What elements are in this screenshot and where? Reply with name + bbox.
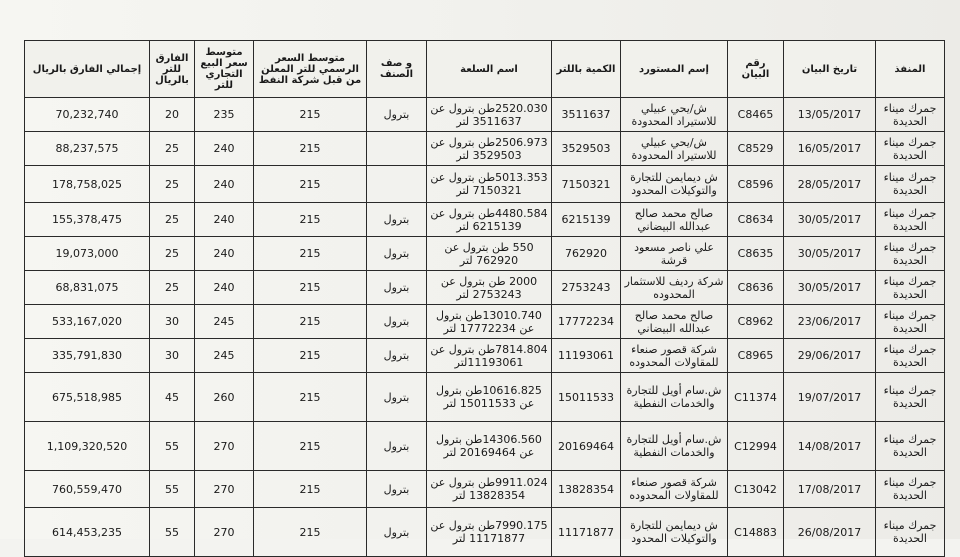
declaration-cell: C8596	[728, 166, 784, 203]
port-cell: جمرك ميناء الحديدة	[876, 422, 945, 471]
description-cell	[367, 132, 427, 166]
difference-cell: 55	[150, 508, 195, 557]
table-row	[25, 271, 945, 305]
quantity-cell: 6215139	[552, 203, 621, 237]
date-cell: 13/05/2017	[784, 98, 876, 132]
date-cell: 30/05/2017	[784, 271, 876, 305]
difference-cell: 30	[150, 305, 195, 339]
difference-cell: 20	[150, 98, 195, 132]
importer-cell: ش.سام أويل للتجارة والخدمات النفطية	[621, 373, 728, 422]
header-row	[25, 41, 945, 98]
port-cell: جمرك ميناء الحديدة	[876, 203, 945, 237]
official-price-cell: 215	[254, 166, 367, 203]
difference-cell: 25	[150, 271, 195, 305]
difference-cell: 30	[150, 339, 195, 373]
item-cell: 550 طن بترول عن 762920 لتر	[427, 237, 552, 271]
date-cell: 26/08/2017	[784, 508, 876, 557]
table-row	[25, 132, 945, 166]
difference-cell: 25	[150, 166, 195, 203]
port-cell: جمرك ميناء الحديدة	[876, 98, 945, 132]
official-price-cell: 215	[254, 132, 367, 166]
declaration-cell: C8965	[728, 339, 784, 373]
date-cell: 23/06/2017	[784, 305, 876, 339]
item-cell: 14306.560طن بترول عن 20169464 لتر	[427, 422, 552, 471]
date-cell: 30/05/2017	[784, 203, 876, 237]
official-price-cell: 215	[254, 508, 367, 557]
importer-cell: علي ناصر مسعود قرشة	[621, 237, 728, 271]
table-row	[25, 339, 945, 373]
declaration-cell: C8635	[728, 237, 784, 271]
market-price-cell: 240	[195, 166, 254, 203]
table-row	[25, 237, 945, 271]
item-cell: 10616.825طن بترول عن 15011533 لتر	[427, 373, 552, 422]
official-price-cell: 215	[254, 471, 367, 508]
market-price-cell: 270	[195, 508, 254, 557]
total-difference-cell: 1,109,320,520	[25, 422, 150, 471]
total-difference-cell: 68,831,075	[25, 271, 150, 305]
port-cell: جمرك ميناء الحديدة	[876, 132, 945, 166]
difference-cell: 25	[150, 237, 195, 271]
item-cell: 2506.973طن بترول عن 3529503 لتر	[427, 132, 552, 166]
official-price-cell: 215	[254, 237, 367, 271]
table-row	[25, 422, 945, 471]
market-price-cell: 270	[195, 471, 254, 508]
header-difference: الفارق للتر بالريال	[150, 41, 195, 98]
description-cell: بترول	[367, 305, 427, 339]
official-price-cell: 215	[254, 98, 367, 132]
description-cell	[367, 166, 427, 203]
port-cell: جمرك ميناء الحديدة	[876, 508, 945, 557]
importer-cell: ش.سام أويل للتجارة والخدمات النفطية	[621, 422, 728, 471]
date-cell: 19/07/2017	[784, 373, 876, 422]
declaration-cell: C8465	[728, 98, 784, 132]
description-cell: بترول	[367, 339, 427, 373]
header-date: تاريخ البيان	[784, 41, 876, 98]
importer-cell: شركة قصور صنعاء للمقاولات المحدوده	[621, 471, 728, 508]
port-cell: جمرك ميناء الحديدة	[876, 271, 945, 305]
table-row	[25, 305, 945, 339]
description-cell: بترول	[367, 237, 427, 271]
total-difference-cell: 675,518,985	[25, 373, 150, 422]
description-cell: بترول	[367, 203, 427, 237]
table-row	[25, 98, 945, 132]
fuel-import-table	[24, 40, 945, 557]
difference-cell: 55	[150, 471, 195, 508]
market-price-cell: 260	[195, 373, 254, 422]
difference-cell: 25	[150, 132, 195, 166]
item-cell: 13010.740طن بترول عن 17772234 لتر	[427, 305, 552, 339]
quantity-cell: 15011533	[552, 373, 621, 422]
quantity-cell: 13828354	[552, 471, 621, 508]
official-price-cell: 215	[254, 339, 367, 373]
quantity-cell: 762920	[552, 237, 621, 271]
total-difference-cell: 614,453,235	[25, 508, 150, 557]
total-difference-cell: 88,237,575	[25, 132, 150, 166]
declaration-cell: C8636	[728, 271, 784, 305]
quantity-cell: 2753243	[552, 271, 621, 305]
table-row	[25, 471, 945, 508]
declaration-cell: C8962	[728, 305, 784, 339]
date-cell: 29/06/2017	[784, 339, 876, 373]
date-cell: 30/05/2017	[784, 237, 876, 271]
importer-cell: ش ديمايمن للتجارة والتوكيلات المحدود	[621, 166, 728, 203]
quantity-cell: 3511637	[552, 98, 621, 132]
total-difference-cell: 19,073,000	[25, 237, 150, 271]
item-cell: 5013.353طن بترول عن 7150321 لتر	[427, 166, 552, 203]
official-price-cell: 215	[254, 305, 367, 339]
declaration-cell: C8529	[728, 132, 784, 166]
market-price-cell: 245	[195, 339, 254, 373]
total-difference-cell: 533,167,020	[25, 305, 150, 339]
total-difference-cell: 760,559,470	[25, 471, 150, 508]
importer-cell: ش/يحي عبيلي للاستيراد المحدودة	[621, 98, 728, 132]
difference-cell: 45	[150, 373, 195, 422]
port-cell: جمرك ميناء الحديدة	[876, 237, 945, 271]
description-cell: بترول	[367, 271, 427, 305]
quantity-cell: 11193061	[552, 339, 621, 373]
header-importer: إسم المستورد	[621, 41, 728, 98]
difference-cell: 55	[150, 422, 195, 471]
item-cell: 7814.804طن بترول عن 11193061لتر	[427, 339, 552, 373]
date-cell: 16/05/2017	[784, 132, 876, 166]
quantity-cell: 7150321	[552, 166, 621, 203]
market-price-cell: 270	[195, 422, 254, 471]
header-declaration: رقم البيان	[728, 41, 784, 98]
total-difference-cell: 178,758,025	[25, 166, 150, 203]
official-price-cell: 215	[254, 203, 367, 237]
total-difference-cell: 335,791,830	[25, 339, 150, 373]
header-official-price: متوسط السعر الرسمي للتر المعلن من قبل شركة النفط	[254, 41, 367, 98]
declaration-cell: C14883	[728, 508, 784, 557]
header-total-difference: إجمالي الفارق بالريال	[25, 41, 150, 98]
quantity-cell: 11171877	[552, 508, 621, 557]
importer-cell: شركة قصور صنعاء للمقاولات المحدوده	[621, 339, 728, 373]
header-description: و صف الصنف	[367, 41, 427, 98]
header-quantity: الكمية باللتر	[552, 41, 621, 98]
port-cell: جمرك ميناء الحديدة	[876, 166, 945, 203]
item-cell: 2000 طن بترول عن 2753243 لتر	[427, 271, 552, 305]
importer-cell: صالح محمد صالح عبدالله البيضاني	[621, 203, 728, 237]
market-price-cell: 240	[195, 132, 254, 166]
total-difference-cell: 155,378,475	[25, 203, 150, 237]
date-cell: 14/08/2017	[784, 422, 876, 471]
market-price-cell: 240	[195, 203, 254, 237]
declaration-cell: C12994	[728, 422, 784, 471]
description-cell: بترول	[367, 373, 427, 422]
declaration-cell: C8634	[728, 203, 784, 237]
date-cell: 17/08/2017	[784, 471, 876, 508]
total-difference-cell: 70,232,740	[25, 98, 150, 132]
quantity-cell: 3529503	[552, 132, 621, 166]
declaration-cell: C13042	[728, 471, 784, 508]
table-row	[25, 508, 945, 557]
description-cell: بترول	[367, 422, 427, 471]
port-cell: جمرك ميناء الحديدة	[876, 339, 945, 373]
official-price-cell: 215	[254, 422, 367, 471]
header-item: اسم السلعة	[427, 41, 552, 98]
market-price-cell: 240	[195, 271, 254, 305]
market-price-cell: 235	[195, 98, 254, 132]
item-cell: 4480.584طن بترول عن 6215139 لتر	[427, 203, 552, 237]
importer-cell: ش/يحي عبيلي للاستيراد المحدودة	[621, 132, 728, 166]
item-cell: 7990.175طن بترول عن 11171877 لتر	[427, 508, 552, 557]
importer-cell: صالح محمد صالح عبدالله البيضاني	[621, 305, 728, 339]
date-cell: 28/05/2017	[784, 166, 876, 203]
table-row	[25, 203, 945, 237]
quantity-cell: 20169464	[552, 422, 621, 471]
item-cell: 9911.024طن بترول عن 13828354 لتر	[427, 471, 552, 508]
difference-cell: 25	[150, 203, 195, 237]
market-price-cell: 245	[195, 305, 254, 339]
port-cell: جمرك ميناء الحديدة	[876, 471, 945, 508]
port-cell: جمرك ميناء الحديدة	[876, 373, 945, 422]
header-market-price: متوسط سعر البيع التجاري للتر	[195, 41, 254, 98]
description-cell: بترول	[367, 471, 427, 508]
item-cell: 2520.030طن بترول عن 3511637 لتر	[427, 98, 552, 132]
official-price-cell: 215	[254, 373, 367, 422]
description-cell: بترول	[367, 508, 427, 557]
importer-cell: ش ديمايمن للتجارة والتوكيلات المحدود	[621, 508, 728, 557]
table-row	[25, 373, 945, 422]
declaration-cell: C11374	[728, 373, 784, 422]
importer-cell: شركة رديف للاستثمار المحدوده	[621, 271, 728, 305]
description-cell: بترول	[367, 98, 427, 132]
table-row	[25, 166, 945, 203]
header-port: المنفذ	[876, 41, 945, 98]
official-price-cell: 215	[254, 271, 367, 305]
port-cell: جمرك ميناء الحديدة	[876, 305, 945, 339]
market-price-cell: 240	[195, 237, 254, 271]
quantity-cell: 17772234	[552, 305, 621, 339]
